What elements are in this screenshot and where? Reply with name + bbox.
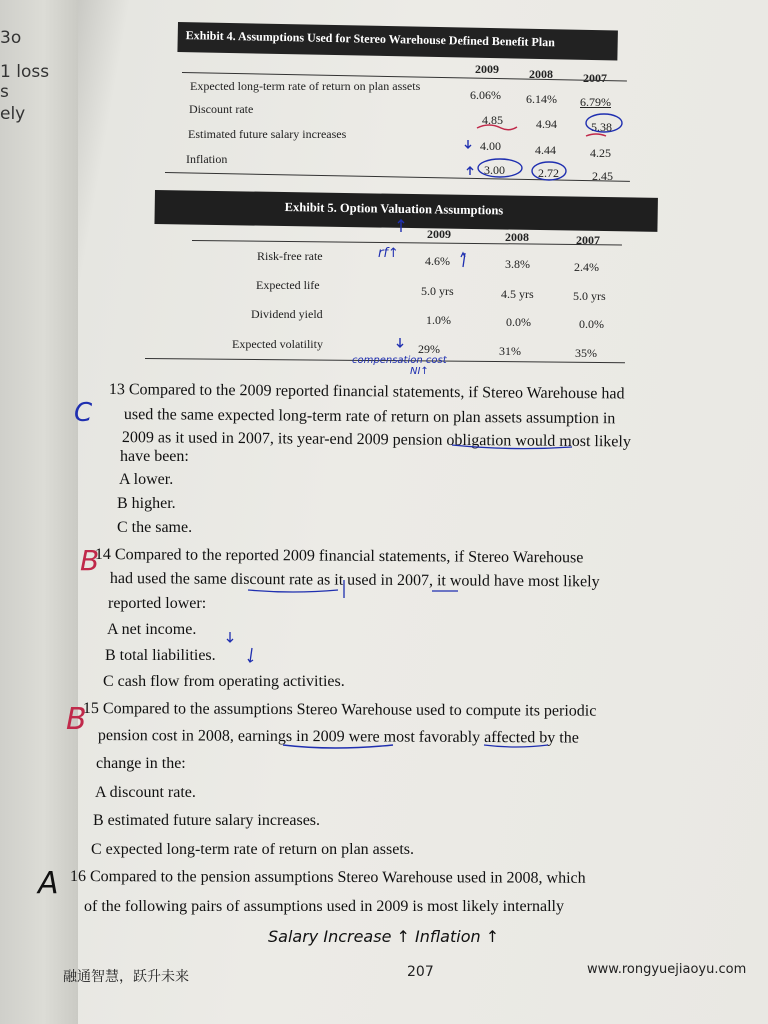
- exhibit5-row-label: Expected life: [256, 278, 320, 292]
- arrow-up-icon: [227, 632, 233, 642]
- exhibit4-year: 2009: [475, 62, 499, 76]
- exhibit5-cell: 35%: [575, 346, 597, 360]
- exhibit4-cell: 2.45: [592, 169, 613, 183]
- footer-url: www.rongyuejiaoyu.com: [587, 962, 747, 977]
- exhibit4-cell: 4.00: [480, 139, 501, 153]
- answer-option: A lower.: [119, 471, 174, 488]
- handwritten-note: NI↑: [410, 366, 429, 377]
- exhibit4-cell: 4.85: [482, 113, 503, 127]
- question-text: pension cost in 2008, earnings in 2009 were most favorably affected by the: [97, 727, 579, 747]
- exhibit5-cell: 5.0 yrs: [573, 289, 606, 303]
- answer-option: B total liabilities.: [105, 647, 216, 664]
- exhibit5-cell: 0.0%: [506, 315, 531, 329]
- exhibit5-cell: 29%: [418, 342, 440, 356]
- question-text: used the same expected long-term rate of return on plan assets assumption in: [123, 406, 616, 428]
- margin-note: s: [0, 82, 9, 102]
- handwritten-note: compensation cost: [352, 355, 447, 366]
- handwritten-note: rf↑: [378, 246, 399, 261]
- exhibit5-cell: 4.5 yrs: [501, 287, 534, 301]
- exhibit4-cell: 4.94: [536, 117, 557, 131]
- exhibit4-row-label: Expected long-term rate of return on plan assets: [190, 79, 421, 93]
- underline-mark: [452, 445, 572, 449]
- exhibit5-row-label: Risk-free rate: [257, 249, 323, 263]
- underline-mark: [484, 745, 548, 747]
- exhibit5-row-label: Dividend yield: [251, 307, 323, 321]
- handwritten-note: Salary Increase ↑ Inflation ↑: [268, 927, 500, 946]
- exhibit5-year: 2007: [576, 233, 600, 247]
- exhibit5-year: 2008: [505, 230, 529, 244]
- handwritten-answer: B: [80, 544, 100, 577]
- question-text: 15 Compared to the assumptions Stereo Warehouse used to compute its periodic: [82, 700, 597, 720]
- exhibit4-cell: 4.44: [535, 143, 556, 157]
- answer-option: B estimated future salary increases.: [93, 812, 321, 829]
- question-text: 13 Compared to the 2009 reported financial statements, if Stereo Warehouse had: [108, 381, 625, 403]
- exhibit5-cell: 4.6%: [425, 254, 450, 268]
- footer-slogan: 融通智慧，跃升未来: [63, 969, 189, 985]
- answer-option: A discount rate.: [95, 784, 196, 801]
- question-text: reported lower:: [108, 595, 207, 612]
- question-text: 2009 as it used in 2007, its year-end 2009 pension obligation would most likely: [121, 429, 631, 451]
- exhibit5-row-label: Expected volatility: [232, 337, 323, 351]
- exhibit4-row-label: Inflation: [186, 152, 228, 166]
- exhibit4-row-label: Discount rate: [189, 102, 254, 116]
- margin-note: 3o: [0, 28, 22, 48]
- answer-option: C cash flow from operating activities.: [103, 673, 345, 690]
- exhibit5-cell: 0.0%: [579, 317, 604, 331]
- handwritten-answer: C: [74, 398, 93, 428]
- exhibit5-cell: 5.0 yrs: [421, 284, 454, 298]
- exhibit5-cell: 31%: [499, 344, 521, 358]
- exhibit4-title: Exhibit 4. Assumptions Used for Stereo Warehouse Defined Benefit Plan: [177, 22, 617, 60]
- exhibit5-title: Exhibit 5. Option Valuation Assumptions: [154, 190, 657, 232]
- exhibit4-row-label: Estimated future salary increases: [188, 127, 347, 141]
- exhibit5-cell: 2.4%: [574, 260, 599, 274]
- question-text: of the following pairs of assumptions used in 2009 is most likely internally: [84, 898, 564, 915]
- arrow-down-icon: [248, 648, 253, 662]
- question-text: have been:: [120, 448, 189, 465]
- question-text: 16 Compared to the pension assumptions Stereo Warehouse used in 2008, which: [69, 868, 586, 887]
- answer-option: C the same.: [117, 519, 193, 536]
- exhibit4-cell: 4.25: [590, 146, 611, 160]
- answer-option: C expected long-term rate of return on plan assets.: [91, 841, 414, 858]
- exhibit4-cell: 2.72: [538, 166, 559, 180]
- handwritten-answer: A: [38, 866, 59, 901]
- exhibit4-cell: 5.38: [591, 120, 612, 134]
- exhibit4-cell: 6.14%: [526, 92, 557, 106]
- question-text: change in the:: [96, 755, 186, 772]
- exhibit4-cell: 6.79%: [580, 95, 611, 109]
- answer-option: A net income.: [107, 621, 197, 638]
- question-text: had used the same discount rate as it used in 2007, it would have most likely: [109, 570, 600, 591]
- underline-mark: [283, 745, 393, 748]
- handwritten-answer: B: [66, 702, 87, 737]
- underline-mark: [248, 590, 338, 592]
- question-text: 14 Compared to the reported 2009 financial statements, if Stereo Warehouse: [94, 546, 584, 567]
- exhibit5-cell: 1.0%: [426, 313, 451, 327]
- exhibit4-year: 2007: [583, 71, 607, 85]
- exhibit4-year: 2008: [529, 67, 553, 81]
- margin-note: 1 loss: [0, 62, 50, 82]
- exhibit4-cell: 3.00: [484, 163, 505, 177]
- answer-option: B higher.: [117, 495, 176, 512]
- exhibit5-year: 2009: [427, 227, 451, 241]
- exhibit5-cell: 3.8%: [505, 257, 530, 271]
- exhibit4-cell: 6.06%: [470, 88, 501, 102]
- page-number: 207: [407, 964, 434, 980]
- margin-note: ely: [0, 104, 26, 124]
